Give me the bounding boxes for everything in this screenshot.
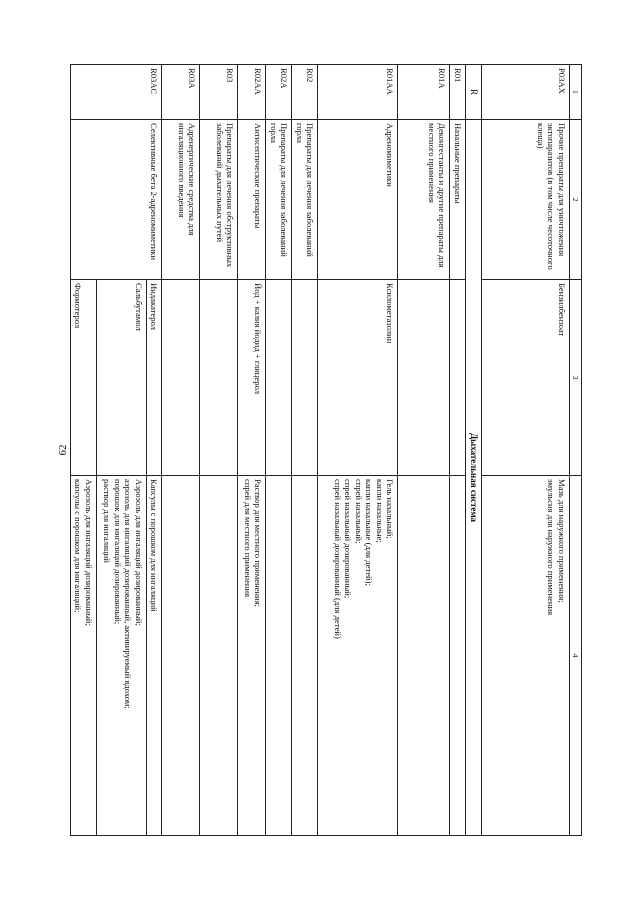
table-row: R01 Назальные препараты (450, 65, 465, 836)
table-row: Сальбутамол Аэрозоль для ингаляций дозированный; аэрозоль для ингаляций дозированный, активируемый вдохом; порошок для ингаляций дозированный; раствор для ингаляций (96, 65, 146, 836)
atc-group: Прочие препараты для уничтожения эктопаразитов (в том числе чесоточного клеща) (481, 120, 569, 280)
table-row: Формотерол Аэрозоль для ингаляций дозированный; капсулы с порошком для ингаляций; (70, 65, 96, 836)
table-row: R01AA Адреномиметики Ксилометазолин Гель назальный; капли назальные; капли назальные (для детей); спрей назальный; спрей назальный дозированный; спрей назальный дозированный (для детей) (318, 65, 398, 836)
header-row (569, 65, 581, 836)
table-row: R03A Адренергические средства для ингаляционного введения (162, 65, 200, 836)
drug-table (70, 64, 582, 836)
rotated-table-container (62, 64, 582, 835)
atc-code: P03AX (481, 65, 569, 120)
dosage-forms: Мазь для наружного применения; эмульсия для наружного применения (481, 476, 569, 836)
section-row (465, 65, 481, 836)
substance: Бензилбензоат (481, 280, 569, 476)
section-title: Дыхательная система (465, 120, 481, 836)
table-row: R02AA Антисептические препараты Йод + калия йодид + глицерол Раствор для местного применения; спрей для местного применения (238, 65, 266, 836)
header-col-4: 4 (569, 476, 581, 836)
page-number: 62 (57, 444, 69, 456)
table-row: R03 Препараты для лечения обструктивных заболеваний дыхательных путей (200, 65, 238, 836)
table-row: R01A Деконгестанты и другие препараты для местного применения (398, 65, 450, 836)
header-col-2: 2 (569, 120, 581, 280)
table-row: R03AC Селективные бета 2-адреномиметики Индакатерол Капсулы с порошком для ингаляций (146, 65, 161, 836)
section-code: R (465, 65, 481, 120)
table-row: R02 Препараты для лечения заболеваний горла (292, 65, 318, 836)
header-col-1: 1 (569, 65, 581, 120)
table-row (481, 65, 569, 836)
header-col-3: 3 (569, 280, 581, 476)
table-row: R02A Препараты для лечения заболеваний горла (266, 65, 292, 836)
